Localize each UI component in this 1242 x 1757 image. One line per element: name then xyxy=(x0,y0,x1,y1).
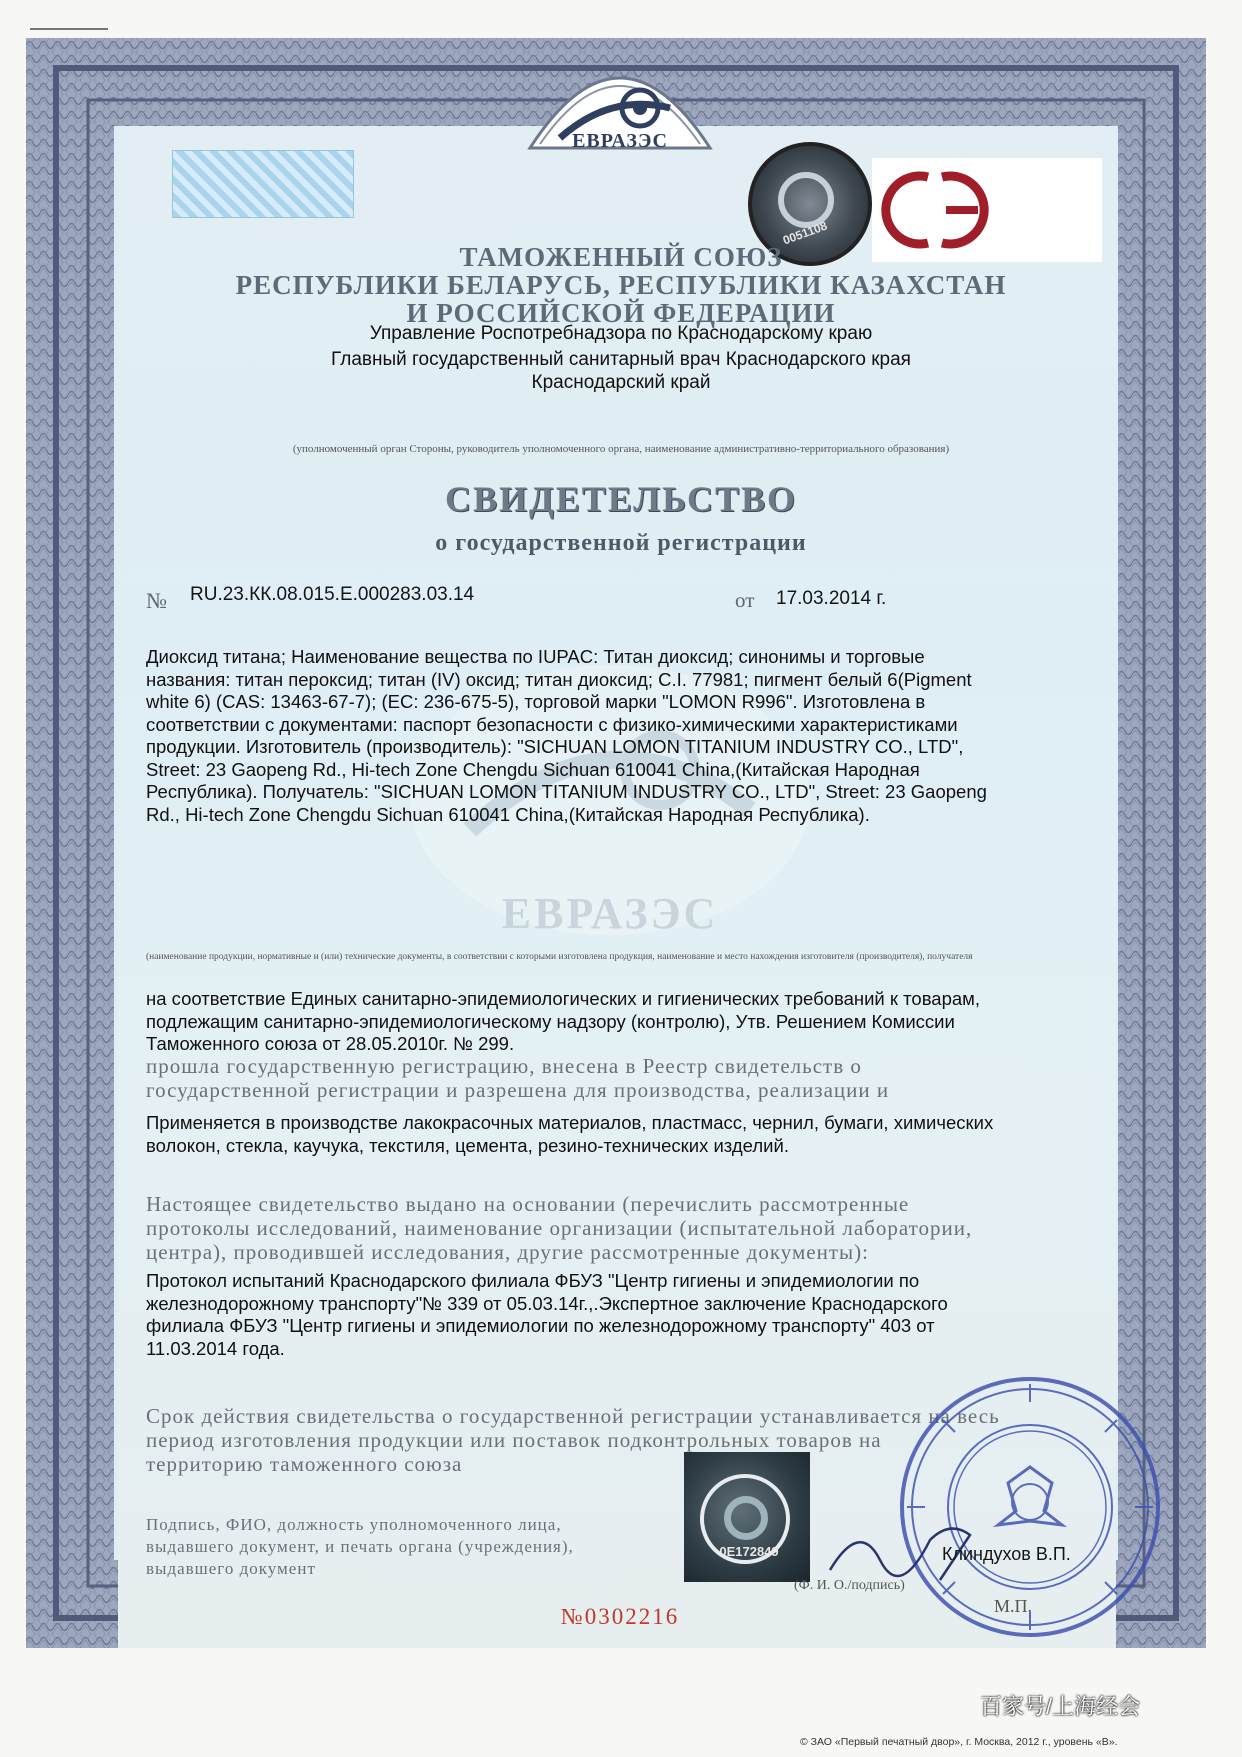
basis-line: Настоящее свидетельство выдано на основании (перечислить рассмотренные xyxy=(146,1192,910,1216)
signatory-caption: (Ф. И. О./подпись) xyxy=(794,1578,905,1593)
validity-line: Срок действия свидетельства о государственной регистрации устанавливается на весь xyxy=(146,1404,1000,1428)
basis-line: центра), проводившей исследования, другие рассмотренные документы): xyxy=(146,1240,869,1264)
eurasec-emblem-label: ЕВРАЗЭС xyxy=(572,130,668,152)
corner-mark xyxy=(30,28,108,30)
statement-line: государственной регистрации и разрешена для производства, реализации и xyxy=(146,1078,890,1102)
usage-text xyxy=(146,1112,1106,1157)
serial-number: №0302216 xyxy=(560,1604,680,1629)
certificate-subtitle: о государственной регистрации xyxy=(435,530,807,556)
basis-line: протоколы исследований, наименование организации (испытательной лаборатории, xyxy=(146,1216,973,1240)
watermark-caption: 百家号/上海经会 xyxy=(980,1694,1141,1719)
product-line: white 6) (CAS: 13463-67-7); (EC: 236-675-5), торговой марки "LOMON R996". Изготовлена в xyxy=(146,691,926,712)
date-label: от xyxy=(735,588,755,612)
protocol-line: филиала ФБУЗ "Центр гигиены и эпидемиологии по железнодорожному транспорту" 403 от xyxy=(146,1315,935,1336)
compliance-text xyxy=(146,988,1106,1056)
signatory-name: Клиндухов В.П. xyxy=(942,1544,1071,1564)
printer-credit: © ЗАО «Первый печатный двор», г. Москва, 2012 г., уровень «В». xyxy=(800,1736,1118,1748)
hologram-strip xyxy=(172,150,354,218)
registration-number: RU.23.КК.08.015.Е.000283.03.14 xyxy=(190,584,475,605)
compliance-line: Таможенного союза от 28.05.2010г. № 299. xyxy=(146,1033,515,1054)
protocol-line: железнодорожному транспорту"№ 339 от 05.03.14г.,.Экспертное заключение Краснодарского xyxy=(146,1292,948,1314)
header-line-2: РЕСПУБЛИКИ БЕЛАРУСЬ, РЕСПУБЛИКИ КАЗАХСТАН xyxy=(235,270,1007,300)
basis-text xyxy=(146,1192,1106,1264)
signature-label-line: Подпись, ФИО, должность уполномоченного лица, xyxy=(146,1515,562,1534)
header-line-3: И РОССИЙСКОЙ ФЕДЕРАЦИИ xyxy=(406,298,836,328)
authority-caption: (уполномоченный орган Стороны, руководитель уполномоченного органа, наименование административно-территориального образования) xyxy=(292,443,950,455)
hologram-bottom-code: 0E172849 xyxy=(719,1544,779,1559)
compliance-line: на соответствие Единых санитарно-эпидемиологических и гигиенических требований к товарам, xyxy=(146,988,981,1009)
protocol-line: Протокол испытаний Краснодарского филиала ФБУЗ "Центр гигиены и эпидемиологии по xyxy=(146,1270,920,1291)
usage-line: Применяется в производстве лакокрасочных материалов, пластмасс, чернил, бумаги, химических xyxy=(146,1112,994,1133)
hologram-top-code: 0051108 xyxy=(780,218,830,248)
compliance-line: подлежащим санитарно-эпидемиологическому надзору (контролю), Утв. Решением Комиссии xyxy=(146,1010,955,1032)
watermark-label: ЕВРАЗЭС xyxy=(501,889,719,938)
authority-line-2: Главный государственный санитарный врач Краснодарского края xyxy=(331,349,911,370)
statement-line: прошла государственную регистрацию, внесена в Реестр свидетельств о xyxy=(146,1054,862,1078)
usage-line: волокон, стекла, каучука, текстиля, цемента, резино-технических изделий. xyxy=(146,1134,789,1156)
product-caption: (наименование продукции, нормативные и (или) технические документы, в соответствии с которыми изготовлена продукция, наименование и место нахождения изготовителя (производителя), получателя xyxy=(146,952,973,962)
signature-label-line: выдавшего документ, и печать органа (учреждения), xyxy=(146,1537,574,1556)
product-line: Rd., Hi-tech Zone Chengdu Sichuan 610041 China,(Китайская Народная Республика). xyxy=(146,803,870,825)
signature-label-line: выдавшего документ xyxy=(146,1559,316,1578)
protocol-text xyxy=(146,1270,1106,1360)
authority-line-3: Краснодарский край xyxy=(531,372,711,393)
product-line: соответствии с документами: паспорт безопасности с физико-химическими характеристиками xyxy=(146,713,958,735)
product-line: Республика). Получатель: "SICHUAN LOMON TITANIUM INDUSTRY CO., LTD", Street: 23 Gaopeng xyxy=(146,781,987,802)
registration-statement xyxy=(146,1054,1106,1102)
hologram-inner-ring-icon xyxy=(724,1496,768,1540)
eurasec-emblem-icon xyxy=(520,48,720,188)
header-line-1: ТАМОЖЕННЫЙ СОЮЗ xyxy=(459,242,783,272)
signature-label xyxy=(146,1514,686,1580)
product-line: продукции. Изготовитель (производитель): "SICHUAN LOMON TITANIUM INDUSTRY CO., LTD", xyxy=(146,736,964,757)
protocol-line: 11.03.2014 года. xyxy=(146,1337,285,1359)
product-line: Диоксид титана; Наименование вещества по IUPAC: Титан диоксид; синонимы и торговые xyxy=(146,646,925,667)
number-label: № xyxy=(146,588,167,613)
validity-line: период изготовления продукции или поставок подконтрольных товаров на xyxy=(146,1428,882,1452)
registration-date: 17.03.2014 г. xyxy=(776,588,887,609)
authority-line-1: Управление Роспотребнадзора по Краснодарскому краю xyxy=(369,323,873,344)
product-line: Street: 23 Gaopeng Rd., Hi-tech Zone Chengdu Sichuan 610041 China,(Китайская Народная xyxy=(146,758,920,780)
product-line: названия: титан пероксид; титан (IV) оксид; титан диоксид; C.I. 77981; пигмент белый 6(Pigment xyxy=(146,668,972,690)
product-description xyxy=(146,646,1106,826)
validity-line: территорию таможенного союза xyxy=(146,1452,463,1476)
certificate-title: СВИДЕТЕЛЬСТВО xyxy=(444,479,798,519)
seal-mark: М.П. xyxy=(994,1596,1033,1616)
